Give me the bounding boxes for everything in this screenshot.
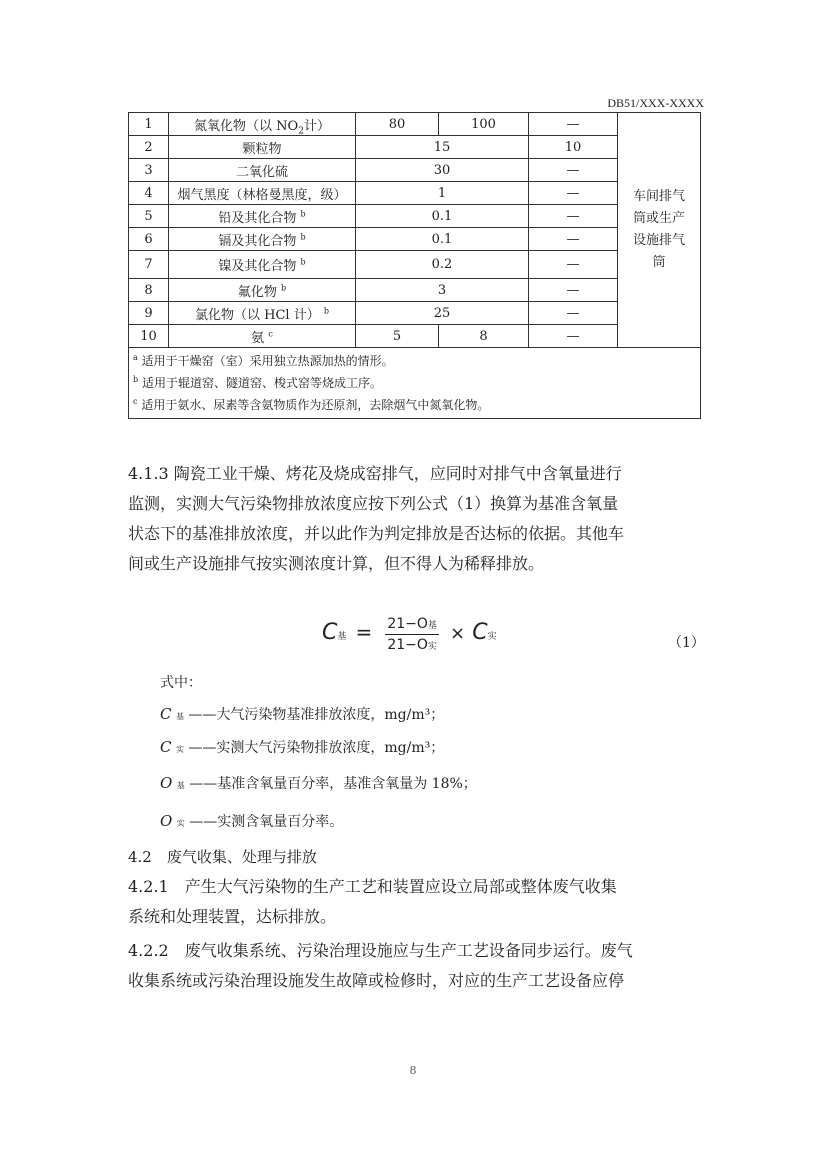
limit-value: 0.2 [356, 251, 529, 279]
definitions-intro: 式中： [160, 675, 202, 691]
definition-item: O 基 ——基准含氧量百分率，基准含氧量为 18%； [160, 774, 477, 792]
row-number: 8 [129, 279, 169, 302]
limit-value: 80 [356, 113, 439, 136]
table-note: $^a$ 适用于干燥窑（室）采用独立热源加热的情形。 [133, 353, 394, 368]
equation-number: （1） [668, 635, 705, 651]
limit-value: — [529, 113, 618, 136]
table-row [129, 182, 701, 205]
pollutant-item: 铅及其化合物 $^b$ [169, 205, 356, 228]
row-number: 6 [129, 228, 169, 251]
table-notes [129, 348, 701, 419]
document-code: DB51/XXX-XXXX [607, 96, 704, 110]
pollutant-item: 镉及其化合物 $^b$ [169, 228, 356, 251]
row-number: 9 [129, 302, 169, 325]
limit-value: — [529, 228, 618, 251]
pollutant-item: 氯化物（以 HCl 计） $^b$ [169, 302, 356, 325]
row-number: 4 [129, 182, 169, 205]
table-note: $^c$ 适用于氨水、尿素等含氨物质作为还原剂，去除烟气中氮氧化物。 [133, 397, 490, 412]
limit-value: 100 [439, 113, 529, 136]
monitoring-location: 车间排气 筒或生产 设施排气 筒 [618, 113, 701, 348]
row-number: 1 [129, 113, 169, 136]
limit-value: 8 [439, 325, 529, 348]
table-row [129, 325, 701, 348]
table-row [129, 136, 701, 159]
limit-value: — [529, 251, 618, 279]
formula-fraction: $\frac{\text{21−O基}}{\text{21−O实}}$ [387, 616, 437, 653]
section-4-2-2-paragraph: 4.2.2 废气收集系统、污染治理设施应与生产工艺设备同步运行。废气 收集系统或污染治理设施发生故障或检修时，对应的生产工艺设备应停 [128, 941, 633, 990]
pollutant-item: 烟气黑度（林格曼黑度，级） [169, 182, 356, 205]
limit-value: 0.1 [356, 205, 529, 228]
pollutant-item: 颗粒物 [169, 136, 356, 159]
limit-value: 30 [356, 159, 529, 182]
table-row [129, 159, 701, 182]
emission-limits-table [128, 112, 701, 419]
limit-value: 0.1 [356, 228, 529, 251]
limit-value: — [529, 182, 618, 205]
table-row [129, 205, 701, 228]
pollutant-item: 镍及其化合物 $^b$ [169, 251, 356, 279]
table-note: $^b$ 适用于辊道窑、隧道窑、梭式窑等烧成工序。 [133, 375, 382, 390]
pollutant-item: 氮氧化物（以 $NO_2$计） [169, 113, 356, 136]
table-row [129, 302, 701, 325]
row-number: 7 [129, 251, 169, 279]
limit-value: 10 [529, 136, 618, 159]
limit-value: — [529, 325, 618, 348]
row-number: 5 [129, 205, 169, 228]
page-number: 8 [409, 1064, 417, 1077]
limit-value: — [529, 302, 618, 325]
limit-value: 1 [356, 182, 529, 205]
table-row [129, 113, 701, 136]
definition-item: O 实 ——实测含氧量百分率。 [160, 812, 344, 830]
definition-item: C 基 ——大气污染物基准排放浓度，mg/m³； [160, 705, 445, 723]
table-row [129, 251, 701, 279]
table-row [129, 279, 701, 302]
row-number: 10 [129, 325, 169, 348]
pollutant-item: 二氧化硫 [169, 159, 356, 182]
table-notes-row [129, 348, 701, 419]
pollutant-item: 氟化物 $^b$ [169, 279, 356, 302]
limit-value: 15 [356, 136, 529, 159]
definition-item: C 实 ——实测大气污染物排放浓度，mg/m³； [160, 738, 445, 756]
row-number: 3 [129, 159, 169, 182]
limit-value: 3 [356, 279, 529, 302]
section-4-1-3-paragraph: 4.1.3 陶瓷工业干燥、烤花及烧成窑排气，应同时对排气中含氧量进行 监测，实测大气污染物排放浓度应按下列公式（1）换算为基准含氧量 状态下的基准排放浓度，并以此作为判定排放是否达标的依据。其他车 间或生产设施排气按实测浓度计算，但不得人为稀释排放。 [128, 464, 625, 573]
section-4-2-heading: 4.2 废气收集、处理与排放 [128, 848, 317, 866]
limit-value: 25 [356, 302, 529, 325]
row-number: 2 [129, 136, 169, 159]
pollutant-item: 氨 $^c$ [169, 325, 356, 348]
limit-value: — [529, 159, 618, 182]
concentration-formula: C基 = $\frac{\text{21−O基}}{\text{21−O实}}$ × C实 [322, 616, 497, 653]
limit-value: — [529, 279, 618, 302]
limit-value: 5 [356, 325, 439, 348]
table-row [129, 228, 701, 251]
section-4-2-1-paragraph: 4.2.1 产生大气污染物的生产工艺和装置应设立局部或整体废气收集 系统和处理装置，达标排放。 [128, 877, 617, 926]
limit-value: — [529, 205, 618, 228]
